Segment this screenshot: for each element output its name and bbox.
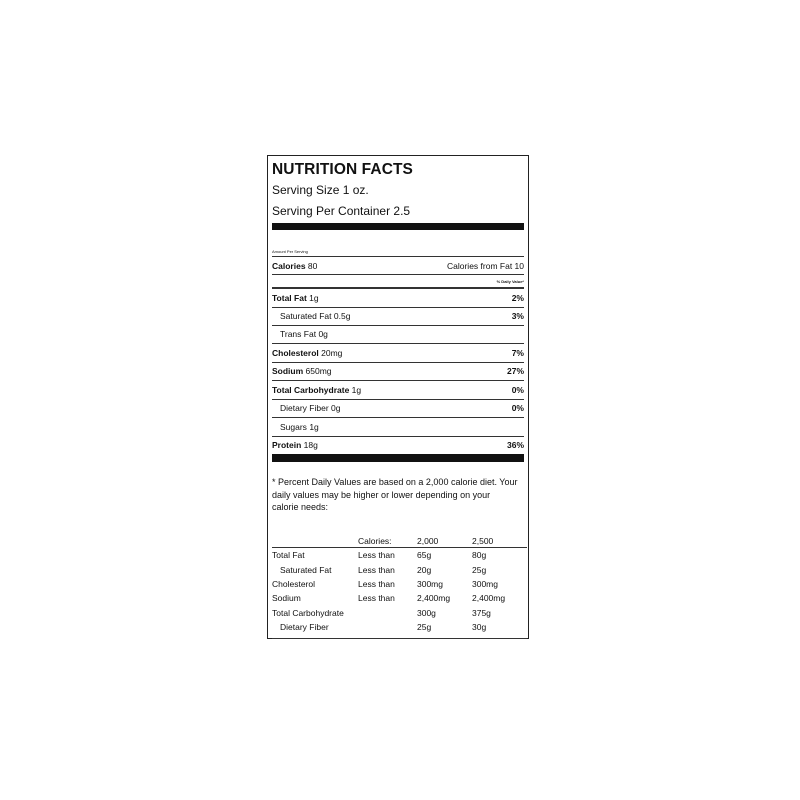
nutrient-name: Sodium (272, 366, 304, 376)
servings-per-container: Serving Per Container 2.5 (272, 204, 411, 218)
nutrient-row (272, 293, 524, 303)
nutrient-name: Total Carbohydrate (272, 385, 350, 395)
dv-table-cell: Cholesterol (272, 578, 315, 589)
nutrient-daily-value: 7% (511, 348, 524, 358)
daily-value-table (272, 534, 527, 639)
dv-table-row (272, 577, 527, 591)
dv-table-cell: 2,000 (417, 534, 472, 548)
dv-table-row (272, 591, 527, 605)
dv-table-cell: Less than (358, 564, 395, 575)
serving-size: Serving Size 1 oz. (272, 183, 369, 197)
calories-row (272, 261, 524, 271)
dv-table-cell: Dietary Fiber (280, 622, 329, 633)
dv-table-row (272, 548, 527, 563)
nutrient-name: Dietary Fiber (280, 403, 329, 413)
dv-table-cell: 300g (417, 607, 436, 618)
dv-table-cell: Less than (358, 593, 395, 604)
nutrition-facts-label (267, 155, 529, 639)
nutrient-row (272, 403, 524, 413)
nutrient-daily-value: 2% (511, 293, 524, 303)
nutrient-row (272, 366, 524, 376)
nutrient-amount: 20mg (321, 348, 343, 358)
dv-table-row (272, 620, 527, 634)
nutrient-row (272, 440, 524, 450)
divider (272, 380, 524, 381)
nutrient-row (272, 329, 524, 339)
divider (272, 399, 524, 400)
amount-per-serving: Amount Per Serving (272, 249, 308, 254)
thick-divider-top (272, 223, 524, 230)
divider (272, 287, 524, 289)
nutrient-name: Cholesterol (272, 348, 319, 358)
nutrient-daily-value: 36% (506, 440, 524, 450)
dv-table-cell: 2,400mg (472, 593, 506, 604)
dv-table-cell: 25g (417, 622, 432, 633)
divider (272, 436, 524, 437)
nutrient-row (272, 385, 524, 395)
nutrient-amount: 1g (309, 293, 319, 303)
dv-table-cell: Calories: (358, 534, 417, 548)
divider (272, 343, 524, 344)
nutrient-row (272, 348, 524, 358)
dv-table-cell: 2,500 (472, 534, 527, 548)
nutrient-daily-value: 27% (506, 366, 524, 376)
nutrient-daily-value: 0% (511, 385, 524, 395)
dv-table-cell: 375g (472, 607, 491, 618)
nutrient-amount: 0.5g (333, 311, 351, 321)
dv-table-cell (358, 606, 417, 620)
dv-table-cell: Total Carbohydrate (272, 607, 344, 618)
nutrient-amount: 1g (351, 385, 362, 395)
nutrient-daily-value: 0% (511, 403, 524, 413)
nutrient-row (272, 311, 524, 321)
dv-table-cell: Saturated Fat (280, 564, 332, 575)
nutrient-name: Saturated Fat (280, 311, 332, 321)
daily-value-footnote: * Percent Daily Values are based on a 2,000 calorie diet. Your daily values may be higher or lower depending on your calorie needs: (272, 477, 518, 512)
nutrient-amount: 0g (331, 403, 341, 413)
dv-table-cell: 300mg (472, 578, 498, 589)
dv-table-row (272, 606, 527, 620)
nutrient-daily-value: 3% (511, 311, 524, 321)
calories-label: Calories (272, 261, 306, 271)
daily-value-header: % Daily Value* (496, 279, 524, 284)
dv-table-cell (358, 620, 417, 634)
nutrient-row (272, 422, 524, 432)
dv-table-cell: 80g (472, 550, 487, 561)
nutrient-amount: 0g (318, 329, 328, 339)
divider (272, 325, 524, 326)
dv-table-cell (272, 534, 358, 548)
label-title: NUTRITION FACTS (272, 161, 413, 178)
divider (272, 274, 524, 275)
nutrient-name: Trans Fat (280, 329, 317, 339)
dv-table-bottom-rule (272, 634, 527, 639)
nutrient-name: Total Fat (272, 293, 307, 303)
divider (272, 362, 524, 363)
nutrient-amount: 18g (303, 440, 318, 450)
dv-table-cell: Total Fat (272, 550, 305, 561)
dv-table-cell: 65g (417, 550, 432, 561)
dv-table-cell: Less than (358, 550, 395, 561)
dv-table-cell: 2,400mg (417, 593, 451, 604)
dv-table-cell: 25g (472, 564, 487, 575)
dv-table-cell: Less than (358, 578, 395, 589)
nutrient-name: Protein (272, 440, 302, 450)
dv-table-row (272, 534, 527, 548)
nutrient-amount: 1g (309, 422, 319, 432)
divider (272, 307, 524, 308)
thick-divider-bottom (272, 454, 524, 462)
nutrient-amount: 650mg (305, 366, 332, 376)
calories-value: 80 (307, 261, 318, 271)
dv-table-cell: 30g (472, 622, 487, 633)
nutrient-name: Sugars (280, 422, 307, 432)
dv-table-cell: 300mg (417, 578, 443, 589)
divider (272, 256, 524, 257)
divider (272, 417, 524, 418)
dv-table-row (272, 562, 527, 576)
calories-from-fat: Calories from Fat 10 (447, 261, 524, 271)
dv-table-cell: Sodium (272, 593, 301, 604)
dv-table-cell: 20g (417, 564, 432, 575)
